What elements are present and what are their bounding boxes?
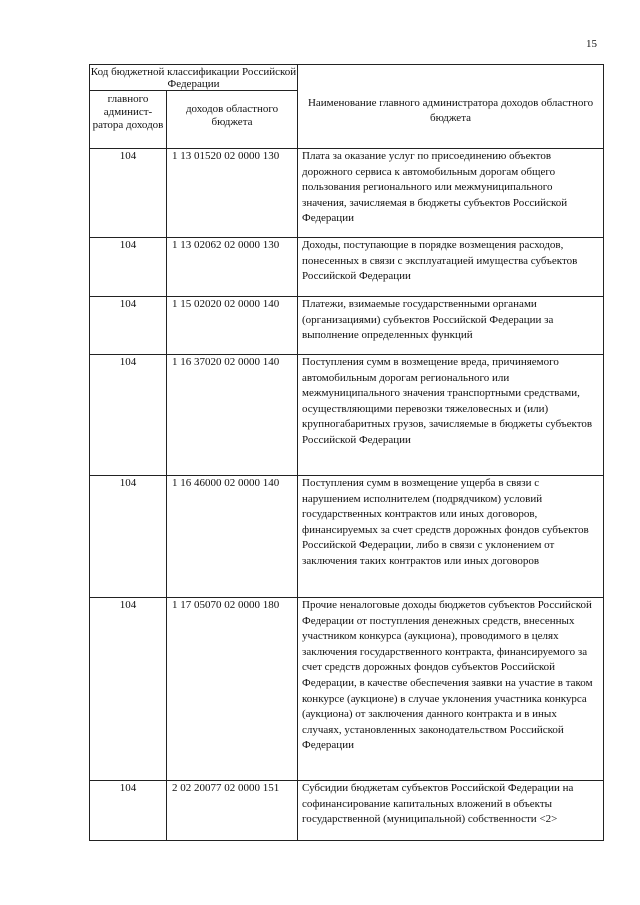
income-name-cell: Поступления сумм в возмещение ущерба в связи с нарушением исполнителем (подрядчиком) условий государственных контрактов или иных договоров, финансируемых за счет средств дорожных фондов субъектов Российской Федерации, либо в связи с уклонением от заключения таких контрактов или иных договоров [298,476,604,598]
table-row [90,476,604,598]
header-administrator-name: Наименование главного администратора доходов областного бюджета [298,65,604,149]
income-code-cell: 2 02 20077 02 0000 151 [167,781,298,841]
table-row [90,598,604,781]
admin-code-cell: 104 [90,297,167,355]
table-header-row [90,65,604,91]
income-code-cell: 1 17 05070 02 0000 180 [167,598,298,781]
admin-code-cell: 104 [90,355,167,476]
income-name-cell: Доходы, поступающие в порядке возмещения расходов, понесенных в связи с эксплуатацией имущества субъектов Российской Федерации [298,238,604,297]
income-name-cell: Плата за оказание услуг по присоединению объектов дорожного сервиса к автомобильным дорогам общего пользования регионального или межмуниципального значения, зачисляемая в бюджеты субъектов Российской Федерации [298,149,604,238]
admin-code-cell: 104 [90,149,167,238]
table-row [90,149,604,238]
admin-code-cell: 104 [90,476,167,598]
income-code-cell: 1 16 46000 02 0000 140 [167,476,298,598]
income-code-cell: 1 16 37020 02 0000 140 [167,355,298,476]
table-row [90,781,604,841]
header-budget-classification-code: Код бюджетной классификации Российской Федерации [90,66,297,90]
table-row [90,297,604,355]
budget-classification-table [89,64,604,841]
admin-code-cell: 104 [90,598,167,781]
page-number: 15 [586,38,597,50]
income-code-cell: 1 15 02020 02 0000 140 [167,297,298,355]
header-chief-administrator: главного админист-ратора доходов [90,91,167,149]
income-name-cell: Прочие неналоговые доходы бюджетов субъектов Российской Федерации от поступления денежных средств, внесенных участником конкурса (аукциона), проводимого в целях заключения государственного контракта, финансируемого за счет средств дорожных фондов субъектов Российской Федерации, в качестве обеспечения заявки на участие в таком конкурсе (аукционе) в случае уклонения участника конкурса (аукциона) от заключения данного контракта и в иных случаях, установленных законодательством Российской Федерации [298,598,604,781]
income-name-cell: Поступления сумм в возмещение вреда, причиняемого автомобильным дорогам регионального или межмуниципального значения транспортными средствами, осуществляющими перевозки тяжеловесных и (или) крупногабаритных грузов, зачисляемые в бюджеты субъектов Российской Федерации [298,355,604,476]
admin-code-cell: 104 [90,238,167,297]
income-code-cell: 1 13 01520 02 0000 130 [167,149,298,238]
table-row [90,355,604,476]
income-code-cell: 1 13 02062 02 0000 130 [167,238,298,297]
admin-code-cell: 104 [90,781,167,841]
income-name-cell: Субсидии бюджетам субъектов Российской Федерации на софинансирование капитальных вложений в объекты государственной (муниципальной) собственности <2> [298,781,604,841]
header-regional-budget-income: доходов областного бюджета [167,91,298,149]
table-row [90,238,604,297]
income-name-cell: Платежи, взимаемые государственными органами (организациями) субъектов Российской Федерации за выполнение определенных функций [298,297,604,355]
